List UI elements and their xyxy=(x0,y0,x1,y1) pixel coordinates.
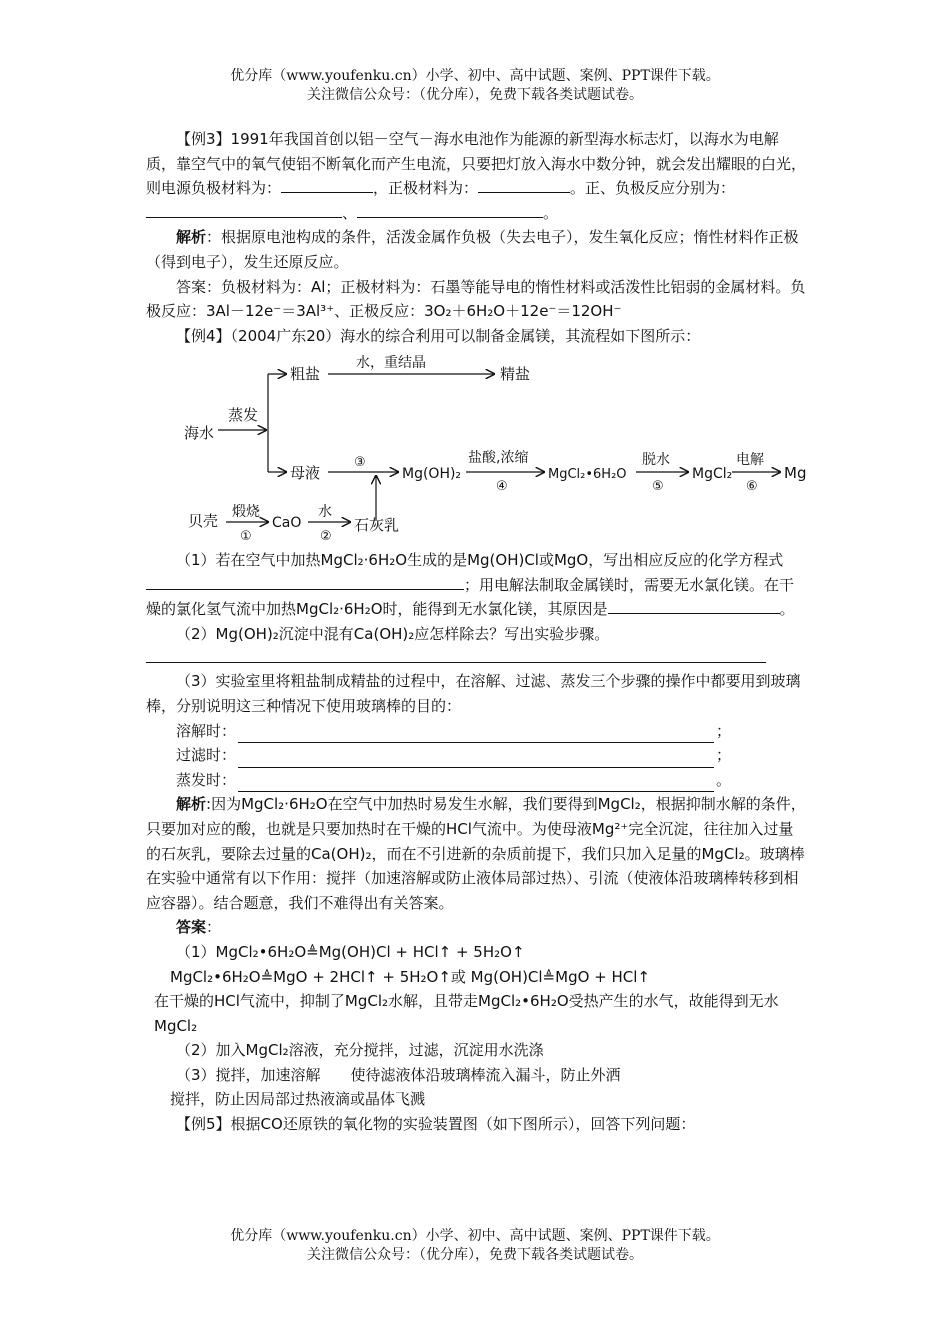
ex3-analysis-label: 解析 xyxy=(176,228,207,247)
blank-positive-material[interactable] xyxy=(478,178,570,193)
label-electrolysis: 电解 xyxy=(736,452,764,468)
page-header-line-1: 优分库（www.youfenku.cn）小学、初中、高中试题、案例、PPT课件下载。 xyxy=(230,68,720,84)
evaporate-label: 蒸发时： xyxy=(176,770,237,789)
q1-text-b: ；用电解法制取金属镁时，需要无水氯化镁。在干燥的氯化氢气流中加热MgCl₂·6H₂O时，能得到无水氯化镁，其原因是 xyxy=(146,575,795,619)
ex4-analysis-label: 解析 xyxy=(176,795,207,814)
answer-3-line-2: 搅拌，防止因局部过热液滴或晶体飞溅 xyxy=(170,1090,426,1109)
ex3-text-2: ，正极材料为： xyxy=(373,179,479,198)
answer-3-line-1: （3）搅拌，加速溶解 使待滤液体沿玻璃棒流入漏斗，防止外洒 xyxy=(176,1065,621,1084)
ex3-analysis: ：根据原电池构成的条件，活泼金属作负极（失去电子），发生氧化反应；惰性材料作正极（得到电子），发生还原反应。 xyxy=(146,228,799,271)
blank-negative-material[interactable] xyxy=(281,178,373,193)
page-footer-line-2: 关注微信公众号：（优分库），免费下载各类试题试卷。 xyxy=(307,1247,643,1263)
ex5-intro: 【例5】根据CO还原铁的氧化物的实验装置图（如下图所示），回答下列问题： xyxy=(176,1115,696,1134)
magnesium-flow-diagram xyxy=(176,350,816,546)
ex3-text-4: 、 xyxy=(342,203,358,222)
label-calcine: 煅烧 xyxy=(232,504,260,520)
page-footer-line-1: 优分库（www.youfenku.cn）小学、初中、高中试题、案例、PPT课件下载。 xyxy=(230,1228,720,1244)
label-step-3: ③ xyxy=(354,455,366,470)
filter-row xyxy=(146,743,731,768)
blank-evaporate[interactable] xyxy=(238,775,714,792)
answer-1-line-1: （1）MgCl₂•6H₂O≜Mg(OH)Cl + HCl↑ + 5H₂O↑ xyxy=(176,942,525,961)
ex3-answer: 答案：负极材料为：Al；正极材料为：石墨等能导电的惰性材料或活泼性比铝弱的金属材料。负极反应：3Al－12e⁻＝3Al³⁺、正极反应：3O₂＋6H₂O＋12e⁻＝12OH⁻ xyxy=(146,277,806,321)
node-mgcl2-6h2o: MgCl₂•6H₂O xyxy=(548,467,627,482)
node-mother-liquor: 母液 xyxy=(290,464,321,482)
node-refined-salt: 精盐 xyxy=(500,365,531,383)
q1-text-a: （1）若在空气中加热MgCl₂·6H₂O生成的是Mg(OH)Cl或MgO，写出相应反应的化学方程式 xyxy=(176,551,784,569)
label-step-1: ① xyxy=(240,529,252,544)
answer-1-line-2: MgCl₂•6H₂O≜MgO + 2HCl↑ + 5H₂O↑或 Mg(OH)Cl≜MgO + HCl↑ xyxy=(170,967,650,986)
ex3-text-3: 。正、负极反应分别为： xyxy=(570,179,736,198)
node-cao: CaO xyxy=(272,515,302,531)
label-step-2: ② xyxy=(320,529,332,544)
blank-dissolve[interactable] xyxy=(238,726,714,743)
node-seawater: 海水 xyxy=(184,424,215,442)
page-header-line-2: 关注微信公众号：（优分库），免费下载各类试题试卷。 xyxy=(307,87,643,103)
label-step-6: ⑥ xyxy=(746,479,758,494)
q3-text: （3）实验室里将粗盐制成精盐的过程中，在溶解、过滤、蒸发三个步骤的操作中都要用到玻璃棒，分别说明这三种情况下使用玻璃棒的目的： xyxy=(146,672,801,715)
ex4-answer-label: 答案 xyxy=(176,918,207,937)
answer-1-line-3: 在干燥的HCl气流中，抑制了MgCl₂水解，且带走MgCl₂•6H₂O受热产生的水气，故能得到无水MgCl₂ xyxy=(154,992,779,1035)
dissolve-label: 溶解时： xyxy=(176,721,237,740)
filter-semicolon: ； xyxy=(715,746,731,765)
node-lime-milk: 石灰乳 xyxy=(354,516,400,534)
node-mg: Mg xyxy=(784,464,807,482)
example-3 xyxy=(146,127,806,348)
answer-2: （2）加入MgCl₂溶液，充分搅拌，过滤，沉淀用水洗涤 xyxy=(176,1041,544,1060)
ex3-text-5: 。 xyxy=(543,203,559,222)
node-shell: 贝壳 xyxy=(188,512,219,530)
label-dehydrate: 脱水 xyxy=(642,452,670,468)
node-crude-salt: 粗盐 xyxy=(290,365,321,383)
filter-label: 过滤时： xyxy=(176,746,237,765)
q1-text-c: 。 xyxy=(779,600,795,619)
blank-positive-reaction[interactable] xyxy=(357,203,543,218)
ex4-analysis: :因为MgCl₂·6H₂O在空气中加热时易发生水解，我们要得到MgCl₂，根据抑制水解的条件，只要加对应的酸，也就是只要加热时在干燥的HCl气流中。为使母液Mg²⁺完全沉淀，往往加入过量的石灰乳，要除去过量的Ca(OH)₂，而在不引进新的杂质前提下，我们只加入足量的MgCl₂。玻璃棒在实验中通常有以下作用：搅拌（加速溶解或防止液体局部过热）、引流（使液体沿玻璃棒转移到相应容器）。结合题意，我们不难得出有关答案。 xyxy=(146,795,806,912)
evaporate-row xyxy=(146,768,731,793)
label-step-4: ④ xyxy=(496,479,508,494)
blank-q2-answer[interactable] xyxy=(146,646,766,663)
dissolve-semicolon: ； xyxy=(715,721,731,740)
label-water: 水 xyxy=(318,504,332,520)
node-mgoh2: Mg(OH)₂ xyxy=(402,466,462,482)
example-4-questions xyxy=(146,548,806,1137)
dissolve-row xyxy=(146,719,731,744)
ex3-question-text: 【例3】1991年我国首创以铝－空气－海水电池作为能源的新型海水标志灯，以海水为电解质，靠空气中的氧气使铝不断氧化而产生电流，只要把灯放入海水中数分钟，就会发出耀眼的白光，则电源负极材料为： xyxy=(146,130,807,198)
blank-negative-reaction[interactable] xyxy=(146,203,342,218)
label-step-5: ⑤ xyxy=(652,479,664,494)
evaporate-period: 。 xyxy=(715,770,731,789)
blank-filter[interactable] xyxy=(238,751,714,768)
label-hcl-concentrate: 盐酸,浓缩 xyxy=(468,450,529,466)
blank-q1-equation[interactable] xyxy=(146,575,464,590)
ex4-intro: 【例4】（2004广东20）海水的综合利用可以制备金属镁，其流程如下图所示： xyxy=(176,326,701,345)
blank-q1-reason[interactable] xyxy=(608,599,780,614)
ex4-answer-colon: ： xyxy=(206,918,222,937)
node-mgcl2: MgCl₂ xyxy=(692,466,733,482)
q2-text: （2）Mg(OH)₂沉淀中混有Ca(OH)₂应怎样除去？写出实验步骤。 xyxy=(176,624,610,643)
label-water-recrystallize: 水，重结晶 xyxy=(356,355,426,371)
label-evaporate: 蒸发 xyxy=(228,406,259,424)
